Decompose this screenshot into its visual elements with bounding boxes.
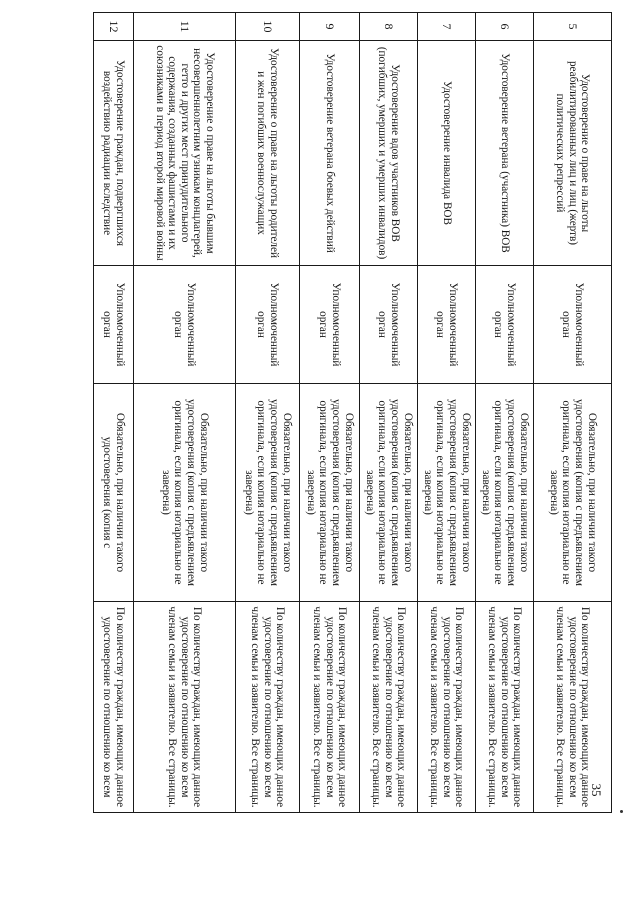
copy-requirement: Обязательно, при наличии такого удостоверения (копия с предъявлением оригинала, если копия нотариально не заверена)	[134, 384, 236, 602]
issuing-authority: Уполномоченный орган	[134, 266, 236, 384]
issuing-authority: Уполномоченный орган	[476, 266, 534, 384]
issuing-authority: Уполномоченный орган	[94, 266, 134, 384]
table-row	[476, 13, 534, 813]
row-number: 5	[534, 13, 612, 41]
issuing-authority: Уполномоченный орган	[418, 266, 476, 384]
document-name: Удостоверение о праве на льготы реабилитированных лиц и лиц (жертв) политических репрессий	[534, 41, 612, 266]
table-row	[134, 13, 236, 813]
issuing-authority: Уполномоченный орган	[236, 266, 300, 384]
copy-requirement: Обязательно, при наличии такого удостоверения (копия с	[94, 384, 134, 602]
issuing-authority: Уполномоченный орган	[360, 266, 418, 384]
copy-count: По количеству граждан, имеющих данное удостоверение по отношению ко всем	[94, 602, 134, 813]
table-row	[534, 13, 612, 813]
document-name: Удостоверение ветерана боевых действий	[300, 41, 360, 266]
row-number: 6	[476, 13, 534, 41]
copy-count: По количеству граждан, имеющих данное удостоверение по отношению ко всем членам семьи и заявителю. Все страницы.	[300, 602, 360, 813]
row-number: 9	[300, 13, 360, 41]
rotated-page	[42, 12, 612, 812]
document-name: Удостоверение ветерана (участника) ВОВ	[476, 41, 534, 266]
copy-count: По количеству граждан, имеющих данное удостоверение по отношению ко всем членам семьи и заявителю. Все страницы.	[534, 602, 612, 813]
copy-requirement: Обязательно, при наличии такого удостоверения (копия с предъявлением оригинала, если копия нотариально не заверена)	[534, 384, 612, 602]
copy-requirement: Обязательно, при наличии такого удостоверения (копия с предъявлением оригинала, если копия нотариально не заверена)	[360, 384, 418, 602]
document-name: Удостоверение вдов участников ВОВ (погибших, умерших и умерших инвалидов)	[360, 41, 418, 266]
copy-requirement: Обязательно, при наличии такого удостоверения (копия с предъявлением оригинала, если копия нотариально не заверена)	[300, 384, 360, 602]
table-row	[418, 13, 476, 813]
copy-requirement: Обязательно, при наличии такого удостоверения (копия с предъявлением оригинала, если копия нотариально не заверена)	[236, 384, 300, 602]
copy-count: По количеству граждан, имеющих данное удостоверение по отношению ко всем членам семьи и заявителю. Все страницы.	[360, 602, 418, 813]
copy-requirement: Обязательно, при наличии такого удостоверения (копия с предъявлением оригинала, если копия нотариально не заверена)	[476, 384, 534, 602]
document-name: Удостоверение инвалида ВОВ	[418, 41, 476, 266]
row-number: 7	[418, 13, 476, 41]
issuing-authority: Уполномоченный орган	[300, 266, 360, 384]
table-row	[236, 13, 300, 813]
table-row	[94, 13, 134, 813]
document-name: Удостоверение граждан, подвергшихся воздействию радиации вследствие	[94, 41, 134, 266]
row-number: 10	[236, 13, 300, 41]
document-name: Удостоверение о праве на льготы бывшим несовершеннолетним узникам концлагерей, гетто и других мест принудительного содержания, созданных фашистами и их союзниками в период второй мировой войны	[134, 41, 236, 266]
table-row	[300, 13, 360, 813]
scan-speck	[620, 810, 623, 813]
copy-count: По количеству граждан, имеющих данное удостоверение по отношению ко всем членам семьи и заявителю. Все страницы.	[134, 602, 236, 813]
benefits-documents-table	[93, 12, 612, 813]
copy-requirement: Обязательно, при наличии такого удостоверения (копия с предъявлением оригинала, если копия нотариально не заверена)	[418, 384, 476, 602]
copy-count: По количеству граждан, имеющих данное удостоверение по отношению ко всем членам семьи и заявителю. Все страницы.	[418, 602, 476, 813]
issuing-authority: Уполномоченный орган	[534, 266, 612, 384]
document-name: Удостоверение о праве на льготы родителей и жен погибших военнослужащих	[236, 41, 300, 266]
row-number: 11	[134, 13, 236, 41]
copy-count: По количеству граждан, имеющих данное удостоверение по отношению ко всем членам семьи и заявителю. Все страницы.	[476, 602, 534, 813]
table-row	[360, 13, 418, 813]
copy-count: По количеству граждан, имеющих данное удостоверение по отношению ко всем членам семьи и заявителю. Все страницы.	[236, 602, 300, 813]
page-number: 35	[589, 783, 604, 797]
row-number: 8	[360, 13, 418, 41]
row-number: 12	[94, 13, 134, 41]
